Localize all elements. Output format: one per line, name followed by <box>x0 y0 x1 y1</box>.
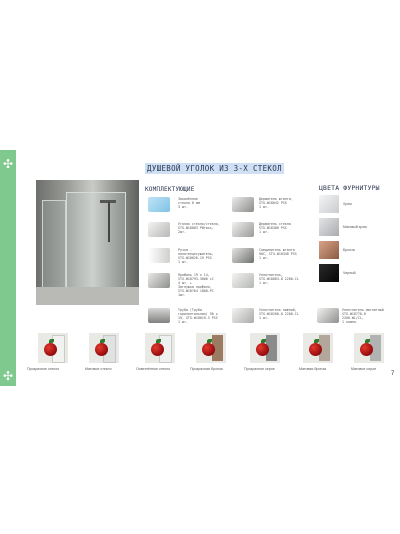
page-number: 7 <box>391 371 395 377</box>
brand-logo-icon: ✣ <box>2 369 14 383</box>
page-title: ДУШЕВОЙ УГОЛОК ИЗ 3-Х СТЕКОЛ <box>147 164 282 173</box>
component-text: Держатель штанги, STG-W18042 PSS 1 шт. <box>259 197 293 209</box>
swatch-label: Матовый хром <box>343 225 367 229</box>
side-strip <box>0 150 16 386</box>
glass-sample <box>145 333 175 363</box>
swatch-label: Черный <box>343 271 356 275</box>
tube-icon <box>148 308 170 323</box>
component-text: Держатель стекла STG-W18386 PSS 1 шт. <box>259 222 291 234</box>
component-text: Профиль 19 х 14, STG-W18793-3000 сС 4 шт. + Заглушка профиля, STG-W18764 1000-PC 1шт. <box>178 273 214 297</box>
shower-photo <box>36 180 139 305</box>
component-text: Уплотнитель, STG-W18083-8 2200-CL 1 шт. <box>259 273 299 285</box>
component-text: Уплотнитель магнитный STG-W18770-8 2200-WL/CL, 1 компл. <box>342 308 384 324</box>
bronze-swatch <box>319 241 339 259</box>
glass-sample <box>196 333 226 363</box>
magnetic-seal-icon <box>317 308 339 323</box>
rod-holder-icon <box>232 197 254 212</box>
towel-handle-icon <box>148 248 170 263</box>
component-text: Соединитель штанга 90С, STG-W18348 PSS 1 шт. <box>259 248 297 260</box>
glass-sample <box>38 333 68 363</box>
brand-logo-icon: ✣ <box>2 157 14 171</box>
components-heading: КОМПЛЕКТУЮЩИЕ <box>145 186 195 193</box>
bottom-seal-icon <box>232 308 254 323</box>
corner-bracket-icon <box>148 222 170 237</box>
matte-chrome-swatch <box>319 218 339 236</box>
black-swatch <box>319 264 339 282</box>
glass-sample <box>89 333 119 363</box>
sample-label: Матовое серое <box>351 367 377 371</box>
glass-sample <box>354 333 384 363</box>
sample-label: Прозрачное стекло <box>27 367 60 371</box>
component-text: Уголок стекло/стекло, STG-W18083 PBrass, 2шт. <box>178 222 220 234</box>
glass-sample <box>250 333 280 363</box>
rod-connector-icon <box>232 248 254 263</box>
glass-icon <box>148 197 170 212</box>
sample-label: Прозрачная бронза <box>190 367 223 371</box>
sample-label: Матовое стекло <box>85 367 112 371</box>
component-text: Ручка - полотенцесушитель, STG-W18026-19 PSS 1 шт. <box>178 248 214 264</box>
glass-sample <box>303 333 333 363</box>
sample-label: Прозрачное серое <box>244 367 275 371</box>
swatch-label: Хром <box>343 202 352 206</box>
glass-holder-icon <box>232 222 254 237</box>
component-text: Закалённое стекло 8 мм 3 шт. <box>178 197 200 209</box>
sample-label: Матовая бронза <box>299 367 327 371</box>
profile-icon <box>148 273 170 288</box>
colors-heading: ЦВЕТА ФУРНИТУРЫ <box>319 184 380 192</box>
seal-icon <box>232 273 254 288</box>
component-text: Труба (Труба горизонтальная) 90 х 19, STG-W18019-3 PSS 1 шт. <box>178 308 218 324</box>
component-text: Уплотнитель нижний, STG-W18200-8 2200-CL 1 шт. <box>259 308 299 320</box>
chrome-swatch <box>319 195 339 213</box>
swatch-label: Бронза <box>343 248 355 252</box>
sample-label: Осветлённое стекло <box>136 367 171 371</box>
